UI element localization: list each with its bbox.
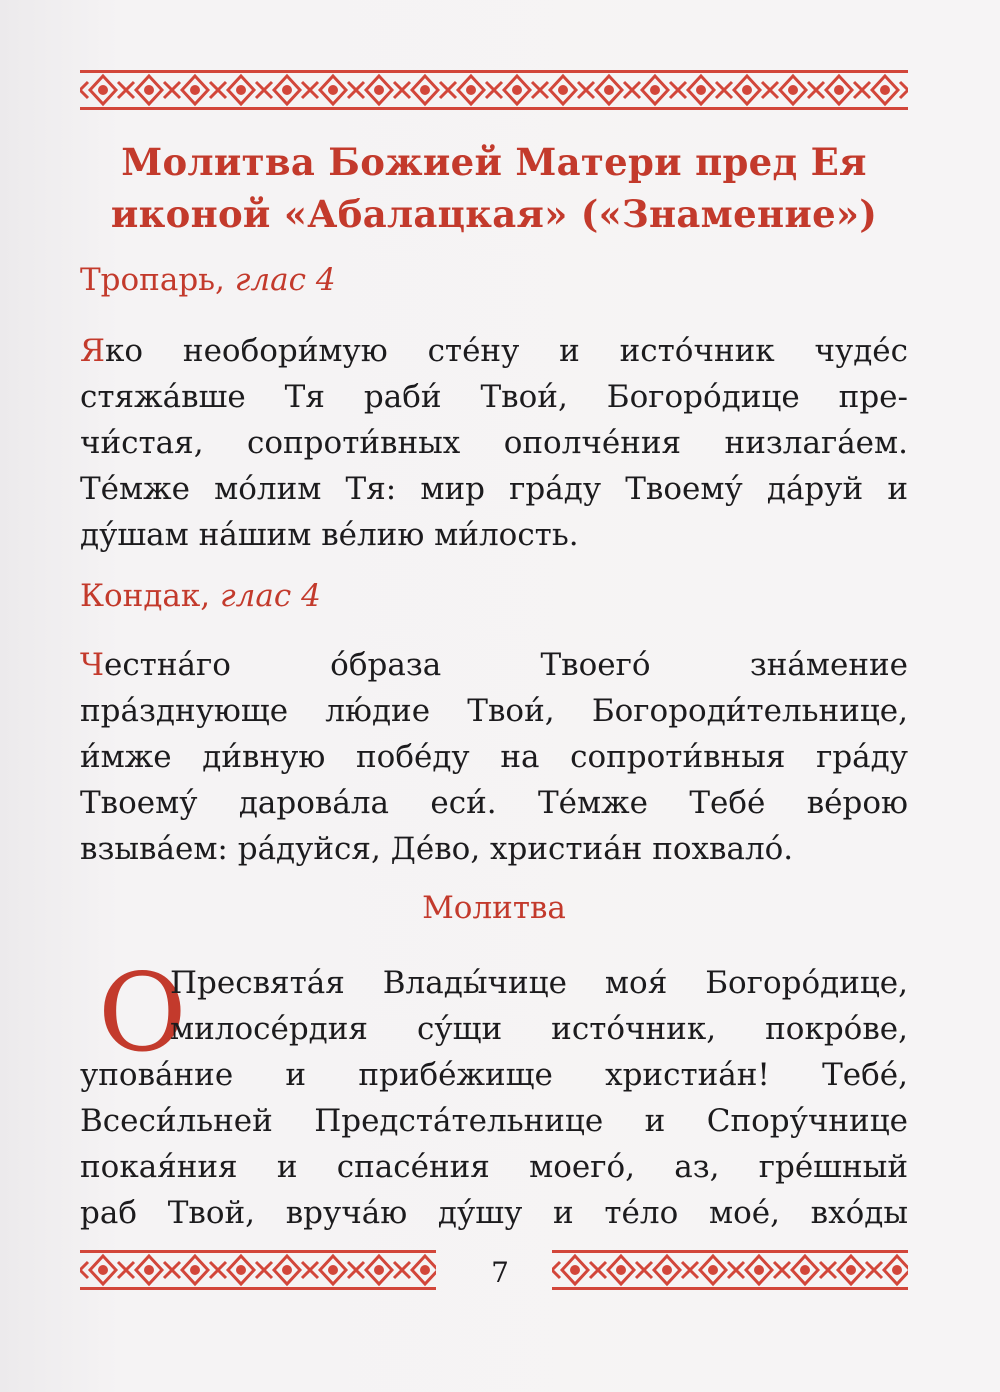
prayer-line-2: милосе́рдия су́щи исто́чник, покро́ве, bbox=[170, 1011, 908, 1047]
troparion-heading bbox=[80, 262, 336, 298]
kontakion-line-5: взыва́ем: ра́дуйся, Де́во, христиа́н похвало́. bbox=[80, 831, 794, 867]
kontakion-line-4: Твоему́ дарова́ла еси́. Те́мже Тебе́ ве́рою bbox=[80, 785, 908, 821]
kontakion-line-1: Честна́го о́браза Твоего́ зна́мение bbox=[80, 647, 908, 683]
troparion-line-5: ду́шам на́шим ве́лию ми́лость. bbox=[80, 517, 579, 553]
kontakion-line-2: пра́зднующе лю́дие Твои́, Богороди́тельнице, bbox=[80, 693, 908, 729]
kontakion-line-3: и́мже ди́вную побе́ду на сопроти́вныя гра́ду bbox=[80, 739, 908, 775]
prayer-title-line-2: иконой «Абалацкая» («Знамение») bbox=[110, 192, 878, 236]
prayer-heading: Молитва bbox=[422, 890, 566, 926]
kontakion-initial: Ч bbox=[80, 647, 104, 683]
prayer-line-4: Всеси́льней Предста́тельнице и Спору́чнице bbox=[80, 1103, 908, 1139]
troparion-line-2: стяжа́вше Тя раби́ Твои́, Богоро́дице пре- bbox=[80, 379, 908, 415]
troparion-tone: глас 4 bbox=[234, 262, 336, 298]
troparion-line-4: Те́мже мо́лим Тя: мир гра́ду Твоему́ да́руй и bbox=[80, 471, 908, 507]
bottom-right-ornament-border bbox=[552, 1248, 908, 1292]
prayer-dropcap: О bbox=[98, 951, 187, 1076]
prayer-line-6: раб Твой, вруча́ю ду́шу и те́ло мое́, вхо́ды bbox=[80, 1195, 908, 1231]
page-number: 7 bbox=[491, 1256, 509, 1289]
troparion-label: Тропарь, bbox=[80, 262, 225, 298]
troparion-initial: Я bbox=[80, 333, 106, 369]
prayer-title-line-1: Молитва Божией Матери пред Ея bbox=[121, 140, 867, 184]
bottom-left-ornament-border bbox=[80, 1248, 436, 1292]
prayer-line-3: упова́ние и прибе́жище христиа́н! Тебе́, bbox=[80, 1057, 908, 1093]
prayer-line-1: Пресвята́я Влады́чице моя́ Богоро́дице, bbox=[170, 965, 908, 1001]
kontakion-label: Кондак, bbox=[80, 578, 211, 614]
kontakion-tone: глас 4 bbox=[219, 578, 321, 614]
top-ornament-border bbox=[80, 68, 908, 112]
troparion-line-1: Яко необори́мую сте́ну и исто́чник чуде́с bbox=[80, 333, 908, 369]
troparion-line-3: чи́стая, сопроти́вных ополче́ния низлага́ем. bbox=[80, 425, 908, 461]
kontakion-heading bbox=[80, 578, 321, 614]
prayer-line-5: покая́ния и спасе́ния моего́, аз, гре́шный bbox=[80, 1149, 908, 1185]
